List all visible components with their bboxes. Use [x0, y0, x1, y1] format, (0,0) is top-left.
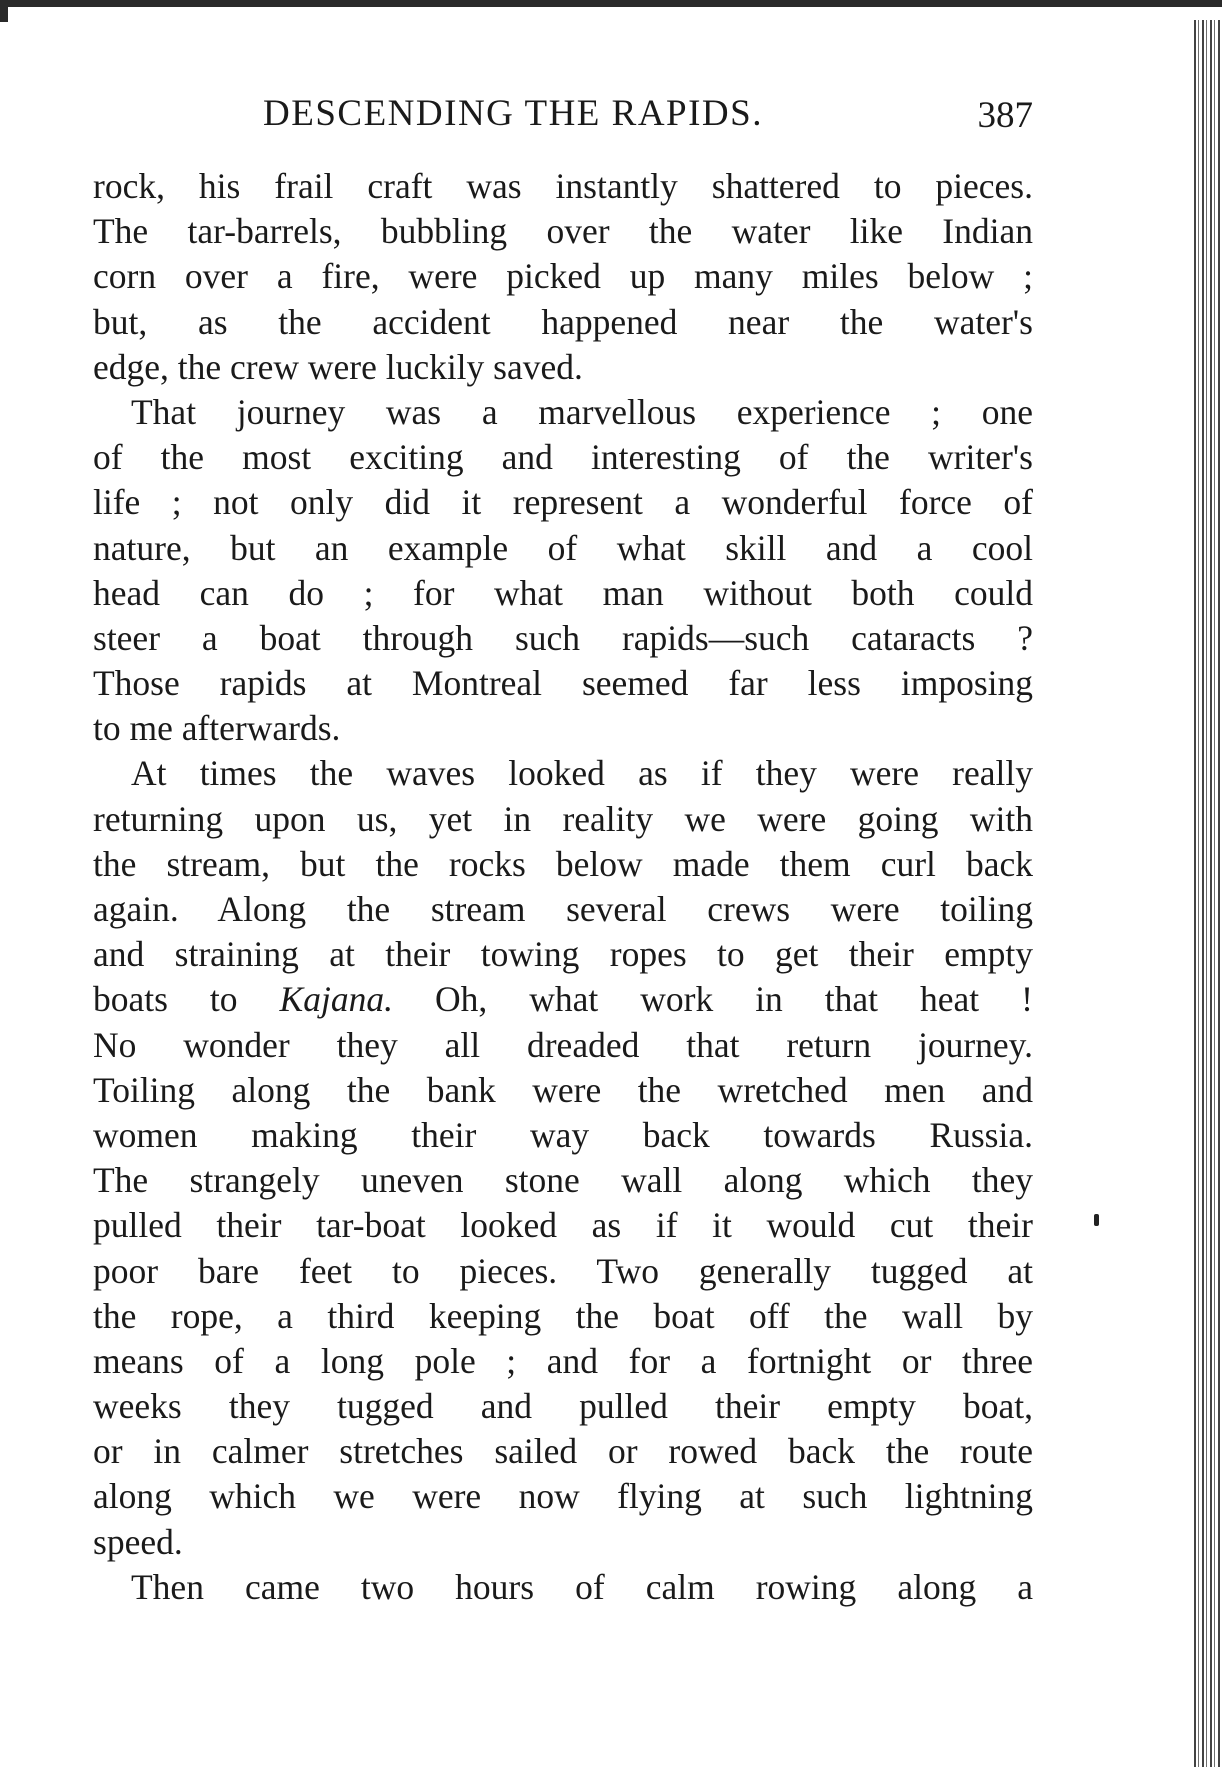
- place-name: Kajana.: [279, 979, 393, 1020]
- text-line: poor bare feet to pieces. Two generally tugged at: [93, 1250, 1033, 1291]
- text-line: Then came two hours of calm rowing along a: [131, 1566, 1033, 1607]
- running-title: DESCENDING THE RAPIDS.: [263, 93, 763, 134]
- text-line: steer a boat through such rapids—such cataracts ?: [93, 617, 1033, 658]
- ink-speck: [1094, 1214, 1099, 1226]
- text-line: No wonder they all dreaded that return journey.: [93, 1024, 1033, 1065]
- text-line: At times the waves looked as if they were really: [131, 753, 1033, 794]
- text-line: The tar-barrels, bubbling over the water like Indian: [93, 211, 1033, 252]
- text-line: rock, his frail craft was instantly shattered to pieces.: [93, 166, 1033, 206]
- running-head: [93, 92, 1033, 152]
- text-line: and straining at their towing ropes to get their empty: [93, 934, 1033, 975]
- text-line: the rope, a third keeping the boat off the wall by: [93, 1295, 1033, 1336]
- text-line: or in calmer stretches sailed or rowed back the route: [93, 1431, 1033, 1472]
- text-line: returning upon us, yet in reality we were going with: [93, 798, 1033, 839]
- text-line: speed.: [93, 1521, 183, 1562]
- page-number: 387: [977, 95, 1033, 136]
- text-line: life ; not only did it represent a wonderful force of: [93, 482, 1033, 523]
- text-line: along which we were now flying at such lightning: [93, 1476, 1033, 1517]
- body-text: [93, 164, 1033, 1610]
- text-segment: boats to: [93, 979, 238, 1020]
- text-line: head can do ; for what man without both could: [93, 572, 1033, 613]
- text-line: weeks they tugged and pulled their empty boat,: [93, 1386, 1033, 1427]
- text-line: means of a long pole ; and for a fortnight or three: [93, 1340, 1033, 1381]
- text-line: corn over a fire, were picked up many miles below ;: [93, 256, 1033, 297]
- text-line: nature, but an example of what skill and a cool: [93, 527, 1033, 568]
- text-line: but, as the accident happened near the water's: [93, 301, 1033, 342]
- text-line: pulled their tar-boat looked as if it would cut their: [93, 1205, 1033, 1246]
- text-line: Those rapids at Montreal seemed far less imposing: [93, 663, 1033, 704]
- text-line: edge, the crew were luckily saved.: [93, 346, 583, 387]
- text-line: That journey was a marvellous experience ; one: [131, 391, 1033, 432]
- text-line: again. Along the stream several crews were toiling: [93, 889, 1033, 929]
- text-line: to me afterwards.: [93, 708, 341, 749]
- scan-page-edge: [1194, 20, 1222, 1767]
- text-line: the stream, but the rocks below made them curl back: [93, 843, 1033, 884]
- text-line: Toiling along the bank were the wretched men and: [93, 1069, 1033, 1110]
- text-line: The strangely uneven stone wall along which they: [93, 1160, 1033, 1201]
- text-line: of the most exciting and interesting of the writer's: [93, 437, 1033, 478]
- text-segment: Oh, what work in that heat !: [434, 979, 1033, 1020]
- scan-corner-mark: [0, 0, 8, 22]
- text-line: women making their way back towards Russia.: [93, 1114, 1033, 1155]
- scan-top-border: [0, 0, 1222, 7]
- text-line: [93, 977, 1033, 1022]
